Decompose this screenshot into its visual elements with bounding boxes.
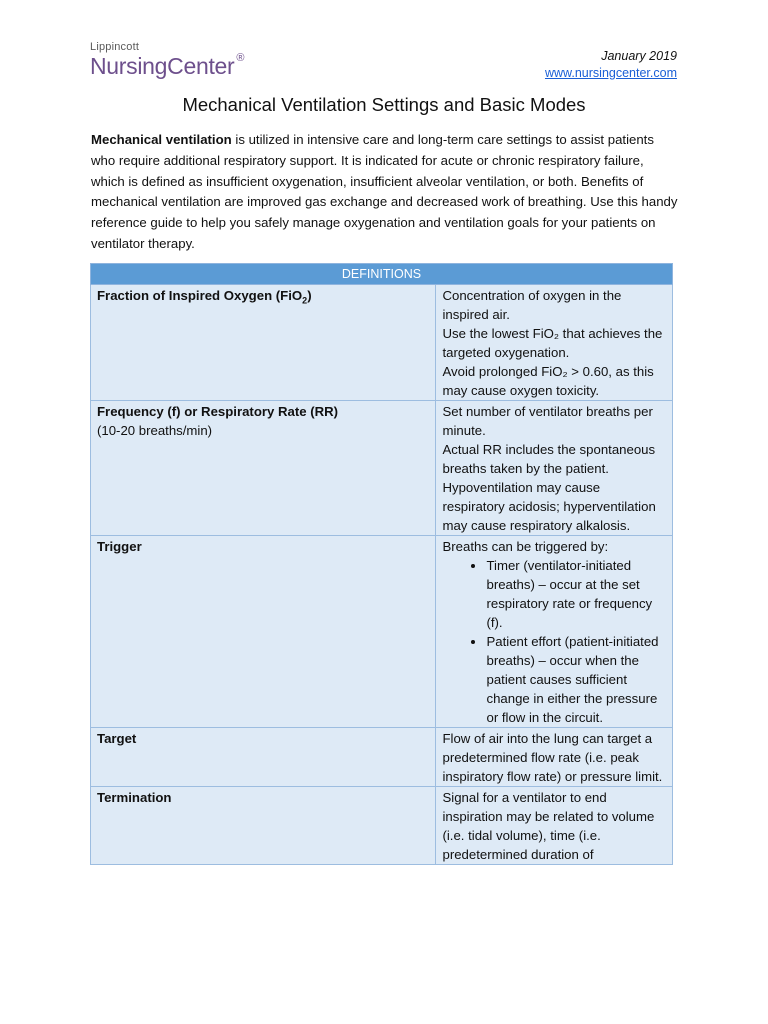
description-line: Avoid prolonged FiO₂ > 0.60, as this may cause oxygen toxicity. bbox=[442, 364, 654, 398]
term-cell bbox=[91, 787, 436, 865]
intro-paragraph bbox=[91, 130, 681, 255]
table-row bbox=[91, 401, 673, 536]
term-cell bbox=[91, 285, 436, 401]
term-title: Termination bbox=[97, 790, 172, 805]
term-title: Target bbox=[97, 731, 137, 746]
term-cell bbox=[91, 536, 436, 728]
description-line: Set number of ventilator breaths per minute. bbox=[442, 404, 653, 438]
description-cell bbox=[436, 401, 673, 536]
term-title: Trigger bbox=[97, 539, 142, 554]
table-row bbox=[91, 787, 673, 865]
intro-text: is utilized in intensive care and long-term care settings to assist patients who require additional respiratory support. It is indicated for acute or chronic respiratory failure, which is defined as insufficient oxygenation, insufficient alveolar ventilation, or both. Benefits of mechanical ventilation are improved gas exchange and decreased work of breathing. Use this handy reference guide to help you safely manage oxygenation and ventilation goals for your patients on ventilator therapy. bbox=[91, 132, 678, 251]
term-cell bbox=[91, 728, 436, 787]
description-line: Flow of air into the lung can target a predetermined flow rate (i.e. peak inspiratory flow rate) or pressure limit. bbox=[442, 731, 663, 784]
description-cell bbox=[436, 536, 673, 728]
logo-publisher: Lippincott bbox=[90, 41, 140, 53]
description-cell bbox=[436, 285, 673, 401]
table-row bbox=[91, 728, 673, 787]
table-row bbox=[91, 285, 673, 401]
table-row bbox=[91, 536, 673, 728]
description-cell bbox=[436, 787, 673, 865]
term-note: (10-20 breaths/min) bbox=[97, 423, 213, 438]
description-line: Use the lowest FiO₂ that achieves the targeted oxygenation. bbox=[442, 326, 663, 360]
table-heading: DEFINITIONS bbox=[91, 264, 673, 285]
list-item: • Timer (ventilator-initiated breaths) – occur at the set respiratory rate or frequency (f). bbox=[486, 556, 666, 632]
page-title: Mechanical Ventilation Settings and Basic Modes bbox=[182, 94, 586, 115]
description-line: Actual RR includes the spontaneous breaths taken by the patient. Hypoventilation may cause respiratory acidosis; hyperventilation may cause respiratory alkalosis. bbox=[442, 442, 656, 533]
intro-bold-lead: Mechanical ventilation bbox=[91, 132, 232, 147]
term-subscript: 2 bbox=[302, 295, 308, 306]
definitions-table bbox=[90, 263, 673, 865]
description-line: Concentration of oxygen in the inspired air. bbox=[442, 288, 622, 322]
description-cell bbox=[436, 728, 673, 787]
term-cell bbox=[91, 401, 436, 536]
document-date: January 2019 bbox=[601, 49, 677, 63]
description-intro: Breaths can be triggered by: bbox=[442, 539, 609, 554]
header-info bbox=[545, 48, 677, 82]
nursingcenter-logo[interactable] bbox=[90, 42, 245, 78]
term-text: Fraction of Inspired Oxygen (FiO bbox=[97, 288, 303, 303]
logo-registered-mark: ® bbox=[236, 52, 245, 64]
term-suffix: ) bbox=[307, 288, 312, 303]
trigger-list bbox=[442, 556, 666, 727]
term-title: Frequency (f) or Respiratory Rate (RR) bbox=[97, 404, 339, 419]
logo-wordmark: NursingCenter bbox=[90, 53, 235, 79]
description-line: Signal for a ventilator to end inspiration may be related to volume (i.e. tidal volume), time (i.e. predetermined duration of bbox=[442, 790, 655, 862]
list-item: • Patient effort (patient-initiated breaths) – occur when the patient causes sufficient change in either the pressure or flow in the circuit. bbox=[486, 632, 666, 727]
term-title bbox=[97, 288, 312, 306]
website-link[interactable]: www.nursingcenter.com bbox=[544, 66, 677, 80]
